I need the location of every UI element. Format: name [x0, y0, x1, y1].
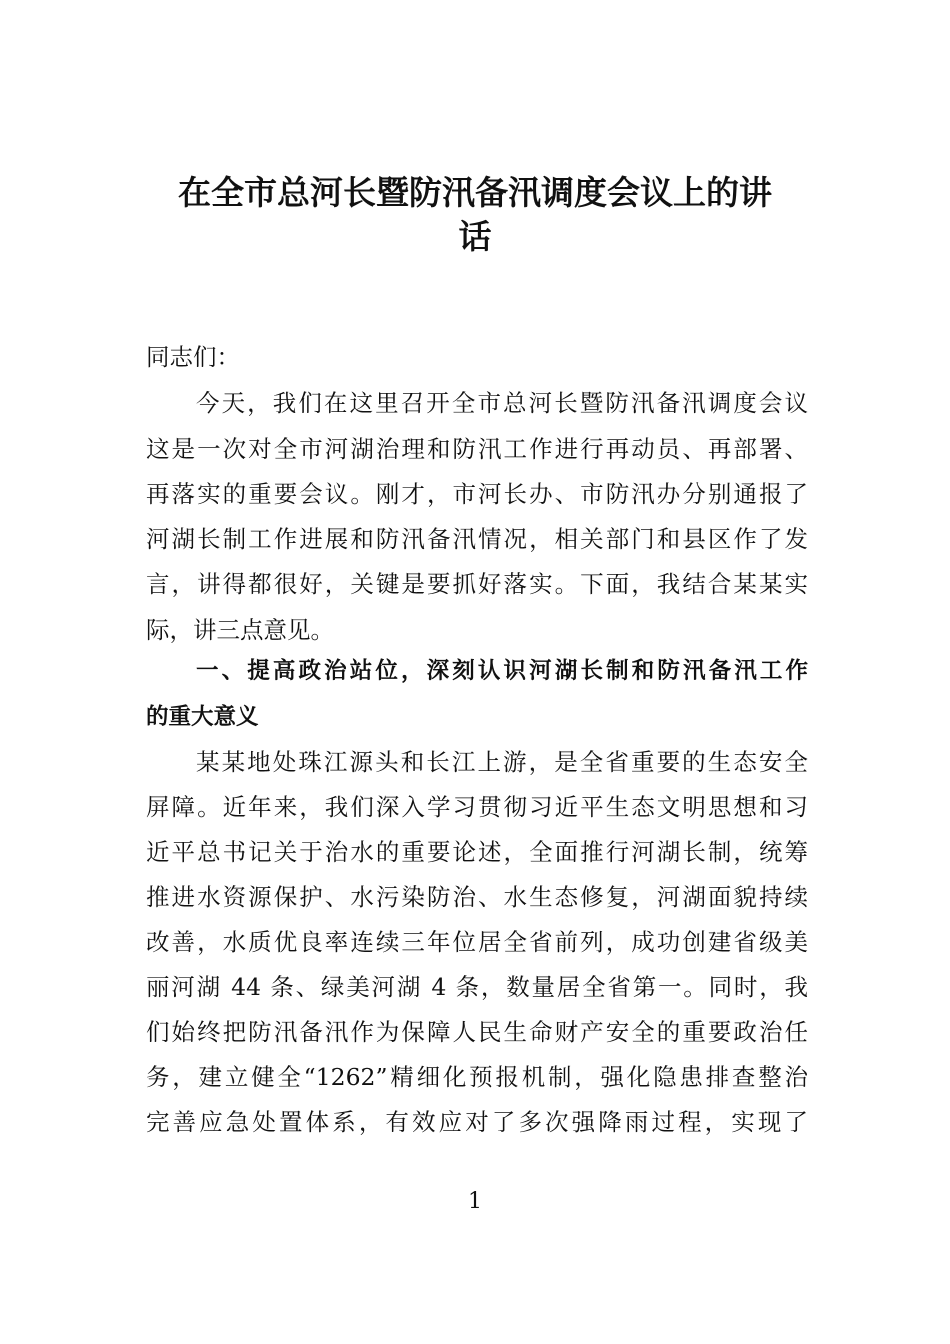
section-heading-line: 一、提高政治站位，深刻认识河湖长制和防汛备汛工作	[196, 658, 808, 684]
paragraph-line: 丽河湖 44 条、绿美河湖 4 条，数量居全省第一。同时，我	[146, 973, 808, 1001]
paragraph-line: 完善应急处置体系，有效应对了多次强降雨过程，实现了	[146, 1108, 808, 1136]
paragraph-line: 再落实的重要会议。刚才，市河长办、市防汛办分别通报了	[146, 480, 808, 508]
paragraph-line: 们始终把防汛备汛作为保障人民生命财产安全的重要政治任	[146, 1018, 808, 1046]
section-heading-line: 的重大意义	[146, 704, 259, 730]
document-title-line-2: 话	[458, 217, 492, 256]
paragraph-line: 今天，我们在这里召开全市总河长暨防汛备汛调度会议	[196, 389, 808, 417]
page-number: 1	[468, 1189, 482, 1214]
paragraph-line: 某某地处珠江源头和长江上游，是全省重要的生态安全	[196, 748, 808, 776]
salutation: 同志们：	[146, 343, 240, 371]
paragraph-line: 言，讲得都很好，关键是要抓好落实。下面，我结合某某实	[146, 570, 808, 598]
paragraph-line: 改善，水质优良率连续三年位居全省前列，成功创建省级美	[146, 928, 808, 956]
paragraph-line: 务，建立健全“1262”精细化预报机制，强化隐患排查整治	[146, 1063, 808, 1091]
paragraph-line: 河湖长制工作进展和防汛备汛情况，相关部门和县区作了发	[146, 525, 808, 553]
paragraph-line: 际，讲三点意见。	[146, 616, 334, 644]
paragraph-line: 近平总书记关于治水的重要论述，全面推行河湖长制，统筹	[146, 838, 808, 866]
paragraph-line: 屏障。近年来，我们深入学习贯彻习近平生态文明思想和习	[146, 793, 808, 821]
paragraph-line: 这是一次对全市河湖治理和防汛工作进行再动员、再部署、	[146, 435, 808, 463]
paragraph-line: 推进水资源保护、水污染防治、水生态修复，河湖面貌持续	[146, 883, 808, 911]
document-title-line-1: 在全市总河长暨防汛备汛调度会议上的讲	[178, 173, 772, 212]
